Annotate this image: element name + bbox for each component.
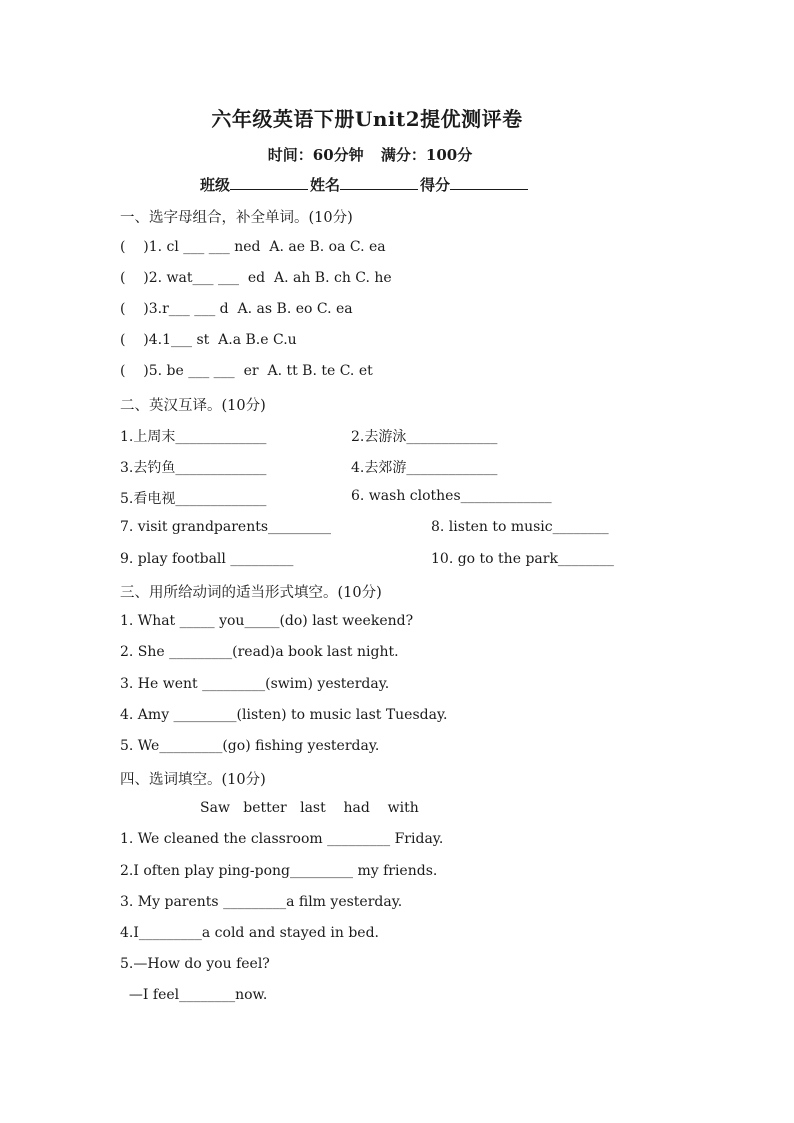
section4-item: 1. We cleaned the classroom _________ Friday. — [120, 831, 444, 847]
section4-item: 3. My parents _________a film yesterday. — [120, 894, 403, 910]
score-field[interactable] — [450, 175, 528, 190]
name-label: 姓名 — [310, 176, 341, 194]
full-score: 满分：100分 — [380, 146, 473, 164]
section1-item: ( )4.1___ st A.a B.e C.u — [120, 332, 297, 348]
section1-item: ( )2. wat___ ___ ed A. ah B. ch C. he — [120, 270, 392, 286]
section3-item: 4. Amy _________(listen) to music last Tuesday. — [120, 707, 448, 723]
section2-item: 10. go to the park________ — [431, 551, 614, 567]
section3-heading: 三、用所给动词的适当形式填空。(10分) — [120, 585, 382, 601]
time-limit: 时间：60分钟 — [267, 146, 364, 164]
section2-item: 9. play football _________ — [120, 551, 294, 567]
section4-item: 2.I often play ping-pong_________ my friends. — [120, 863, 438, 879]
section4-item: 4.I_________a cold and stayed in bed. — [120, 925, 379, 941]
section4-item: 5.—How do you feel? — [120, 956, 270, 972]
section2-heading: 二、英汉互译。(10分) — [120, 398, 266, 414]
section2-item: 2.去游泳_____________ — [351, 429, 498, 445]
class-label: 班级 — [200, 176, 231, 194]
section2-item: 3.去钓鱼_____________ — [120, 460, 267, 476]
section1-item: ( )1. cl ___ ___ ned A. ae B. oa C. ea — [120, 239, 386, 255]
class-field[interactable] — [230, 175, 308, 190]
section2-item: 5.看电视_____________ — [120, 491, 267, 507]
page-title: 六年级英语下册Unit2提优测评卷 — [211, 107, 523, 131]
student-info — [200, 174, 530, 195]
section3-item: 1. What _____ you_____(do) last weekend? — [120, 613, 414, 629]
section3-item: 2. She _________(read)a book last night. — [120, 644, 399, 660]
section1-item: ( )5. be ___ ___ er A. tt B. te C. et — [120, 363, 373, 379]
section1-item: ( )3.r___ ___ d A. as B. eo C. ea — [120, 301, 353, 317]
word-bank: Saw better last had with — [200, 800, 419, 816]
section2-item: 8. listen to music________ — [431, 519, 609, 535]
section4-heading: 四、选词填空。(10分) — [120, 772, 266, 788]
section2-item: 7. visit grandparents_________ — [120, 519, 332, 535]
name-field[interactable] — [340, 175, 418, 190]
section4-item: —I feel________now. — [120, 987, 268, 1003]
section2-item: 4.去郊游_____________ — [351, 460, 498, 476]
section2-item: 1.上周末_____________ — [120, 429, 267, 445]
exam-meta — [0, 144, 740, 165]
section3-item: 3. He went _________(swim) yesterday. — [120, 676, 390, 692]
score-label: 得分 — [420, 176, 451, 194]
section2-item: 6. wash clothes_____________ — [351, 488, 552, 504]
section1-heading: 一、选字母组合，补全单词。(10分) — [120, 210, 353, 226]
section3-item: 5. We_________(go) fishing yesterday. — [120, 738, 380, 754]
